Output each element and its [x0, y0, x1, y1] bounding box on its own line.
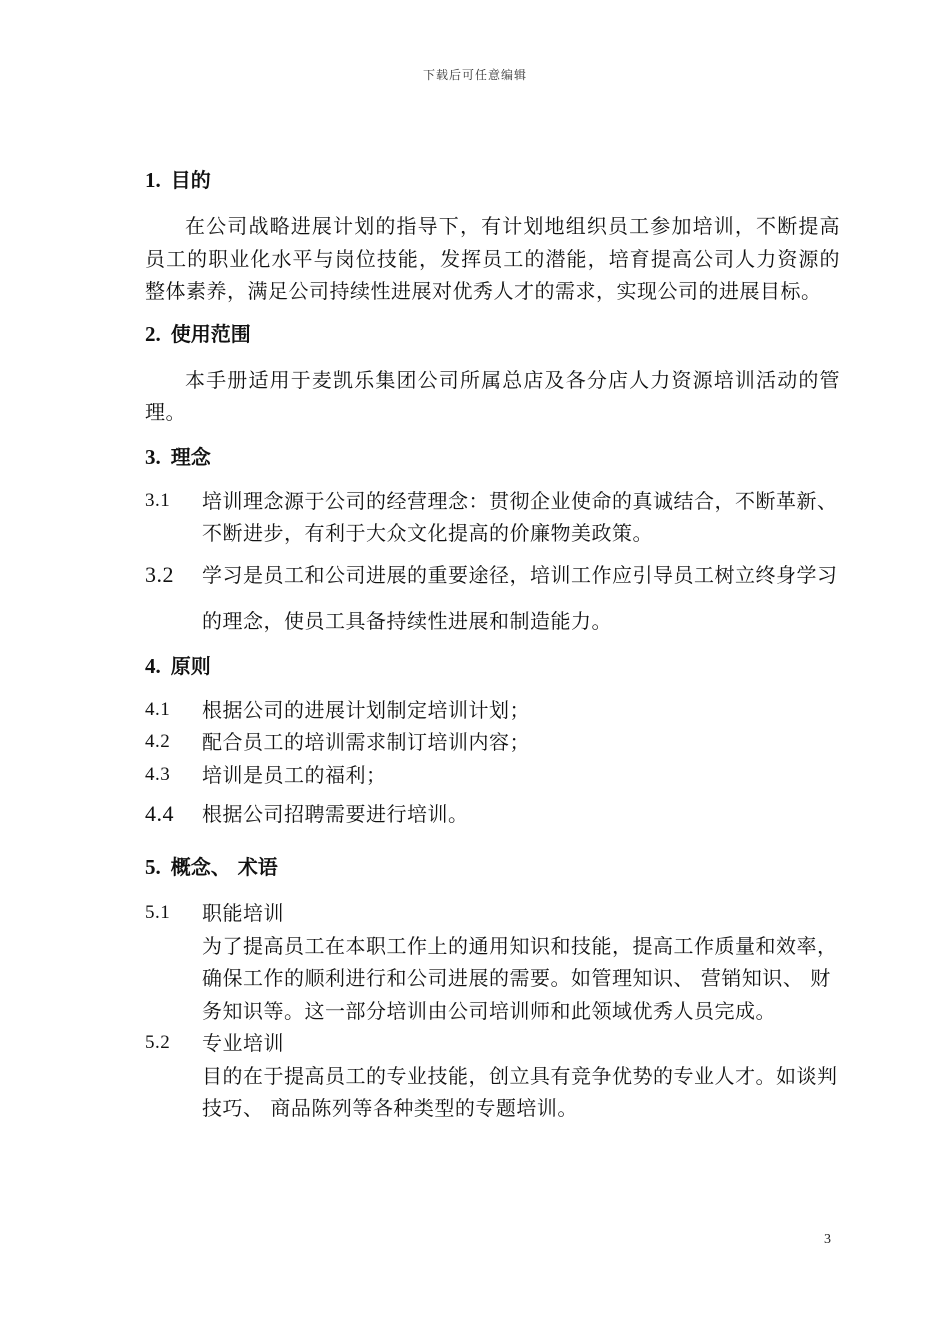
item-number: 4.3: [145, 763, 171, 785]
section-title: 理念: [170, 444, 211, 469]
item-text: 培训是员工的福利；: [202, 762, 387, 787]
list-item: [145, 759, 840, 792]
section-number: 5.: [145, 855, 161, 879]
item-text: 目的在于提高员工的专业技能，创立具有竞争优势的专业人才。如谈判技巧、 商品陈列等各种类型的专题培训。: [202, 1063, 838, 1120]
item-text: 培训理念源于公司的经营理念：贯彻企业使命的真诚结合，不断革新、 不断进步，有利于大众文化提高的价廉物美政策。: [202, 488, 838, 545]
list-item: [145, 897, 840, 1027]
item-number: 3.2: [145, 561, 174, 587]
section-number: 3.: [145, 444, 161, 469]
section-title: 概念、 术语: [170, 855, 278, 879]
section-paragraph: 在公司战略进展计划的指导下，有计划地组织员工参加培训，不断提高员工的职业化水平与岗位技能，发挥员工的潜能，培育提高公司人力资源的整体素养，满足公司持续性进展对优秀人才的需求，实现公司的进展目标。: [145, 214, 840, 303]
section-heading-3: [145, 441, 840, 473]
item-number: 4.1: [145, 698, 171, 720]
list-item: [145, 694, 840, 727]
item-title: 专业培训: [202, 1031, 284, 1055]
item-title: 职能培训: [202, 901, 284, 925]
list-item: [145, 485, 840, 550]
section-paragraph: 本手册适用于麦凯乐集团公司所属总店及各分店人力资源培训活动的管理。: [145, 367, 840, 424]
item-text: 根据公司的进展计划制定培训计划；: [202, 697, 530, 722]
section-heading-2: [145, 318, 840, 350]
section-title: 目的: [170, 168, 211, 192]
list-item: [145, 791, 840, 837]
page-number: 3: [824, 1232, 831, 1247]
section-title: 使用范围: [170, 321, 251, 346]
section-heading-1: [145, 164, 840, 196]
item-text: 根据公司招聘需要进行培训。: [202, 802, 469, 826]
item-content: [202, 897, 840, 1027]
item-number: 4.4: [145, 801, 174, 826]
item-number: 4.2: [145, 731, 171, 752]
section-heading-4: [145, 650, 840, 682]
list-item: [145, 552, 840, 644]
item-number: 3.1: [145, 489, 171, 511]
item-text: 学习是员工和公司进展的重要途径，培训工作应引导员工树立终身学习的理念，使员工具备持续性进展和制造能力。: [202, 562, 838, 633]
item-text: 为了提高员工在本职工作上的通用知识和技能，提高工作质量和效率，确保工作的顺利进行和公司进展的需要。如管理知识、 营销知识、 财务知识等。这一部分培训由公司培训师和此领域优秀人员完成。: [202, 933, 838, 1023]
item-number: 5.1: [145, 902, 171, 923]
item-text: 配合员工的培训需求制订培训内容；: [202, 730, 530, 754]
section-number: 1.: [145, 168, 161, 192]
list-item: [145, 726, 840, 759]
section-number: 4.: [145, 653, 161, 678]
list-item: [145, 1027, 840, 1125]
section-heading-5: [145, 851, 840, 883]
item-content: [202, 1027, 840, 1125]
item-number: 5.2: [145, 1032, 171, 1053]
page-header: 下载后可任意编辑: [422, 68, 527, 82]
section-number: 2.: [145, 321, 161, 346]
document-body: [145, 160, 840, 1125]
section-title: 原则: [170, 653, 211, 678]
